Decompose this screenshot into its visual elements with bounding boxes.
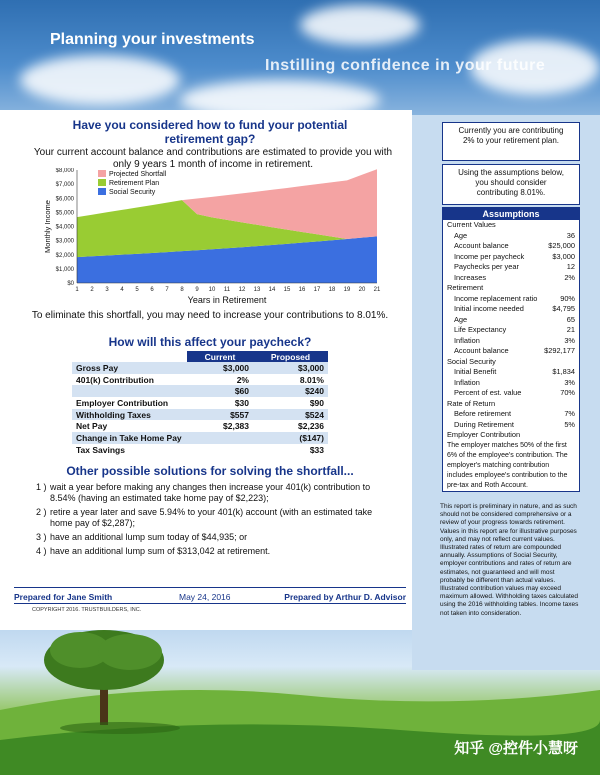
row-current: $2,383 bbox=[223, 421, 249, 432]
assumption-row bbox=[443, 388, 579, 399]
row-proposed: 8.01% bbox=[299, 374, 324, 385]
x-tick-label: 5 bbox=[135, 287, 139, 293]
assumption-row bbox=[443, 252, 579, 263]
row-proposed: $2,236 bbox=[298, 421, 324, 432]
row-label: Change in Take Home Pay bbox=[72, 432, 187, 444]
table-row bbox=[72, 420, 328, 432]
assumption-label: Paychecks per year bbox=[454, 262, 519, 271]
x-tick-label: 19 bbox=[343, 287, 351, 293]
assumption-value: 70% bbox=[560, 388, 575, 397]
assumption-label: Account balance bbox=[454, 346, 509, 355]
solutions-title: Other possible solutions for solving the shortfall... bbox=[66, 464, 354, 478]
row-current: $3,000 bbox=[187, 362, 253, 374]
row-label: Tax Savings bbox=[76, 444, 125, 455]
assumption-row bbox=[443, 294, 579, 305]
assumption-label: Income per paycheck bbox=[454, 251, 525, 261]
assumption-label: Percent of est. value bbox=[454, 388, 522, 397]
divider bbox=[14, 587, 406, 588]
section-label-retirement: Retirement bbox=[447, 283, 484, 292]
list-item-text: have an additional lump sum of $313,042 at retirement. bbox=[50, 546, 271, 556]
y-tick-label: $7,000 bbox=[55, 182, 74, 189]
assumption-label: Account balance bbox=[454, 241, 509, 250]
y-tick-label: $8,000 bbox=[55, 168, 74, 174]
row-current: $30 bbox=[234, 397, 249, 408]
assumption-value: $4,795 bbox=[552, 304, 575, 313]
list-item-number: 2 ) bbox=[36, 507, 47, 517]
assumption-label: Before retirement bbox=[454, 409, 512, 418]
row-current bbox=[187, 432, 253, 444]
table-header-empty bbox=[72, 351, 187, 362]
assumption-row bbox=[443, 346, 579, 357]
assumption-label: Age bbox=[454, 314, 468, 324]
social-security-list bbox=[443, 367, 579, 399]
legend-label: Retirement Plan bbox=[109, 180, 160, 187]
table-row bbox=[72, 409, 328, 421]
legend-swatch bbox=[98, 170, 106, 177]
assumption-row bbox=[443, 325, 579, 336]
legend-swatch bbox=[98, 179, 106, 186]
assumption-value: $292,177 bbox=[544, 346, 575, 355]
x-tick-label: 10 bbox=[208, 287, 216, 293]
assumption-value: 21 bbox=[566, 325, 575, 334]
assumption-value: $3,000 bbox=[552, 251, 575, 261]
assumption-label: During Retirement bbox=[454, 419, 514, 429]
assumption-value: 7% bbox=[564, 409, 575, 418]
report-date: May 24, 2016 bbox=[179, 592, 231, 602]
prepared-by: Prepared by Arthur D. Advisor bbox=[284, 592, 406, 602]
assumption-row bbox=[443, 409, 579, 420]
list-item-text: retire a year later and save 5.94% to your 401(k) account (with an estimated take home pay of $2,287); bbox=[50, 507, 373, 528]
assumption-row bbox=[443, 273, 579, 284]
assumption-label: Income replacement ratio bbox=[454, 293, 538, 303]
column-header-current: Current bbox=[187, 351, 253, 362]
rate-of-return-list bbox=[443, 409, 579, 430]
assumption-label: Age bbox=[454, 230, 468, 240]
paycheck-table bbox=[72, 351, 328, 456]
watermark: 知乎 @控件小慧呀 bbox=[454, 740, 578, 757]
assumption-row bbox=[443, 241, 579, 252]
box-text-line: you should consider bbox=[475, 178, 547, 187]
y-tick-label: $5,000 bbox=[55, 210, 74, 217]
x-tick-label: 13 bbox=[253, 287, 261, 293]
row-proposed: $240 bbox=[253, 385, 328, 397]
question-title-line: Have you considered how to fund your potential bbox=[72, 118, 348, 132]
x-axis-label: Years in Retirement bbox=[187, 295, 267, 305]
y-tick-label: $1,000 bbox=[55, 266, 74, 273]
assumption-label: Life Expectancy bbox=[454, 325, 507, 334]
x-tick-label: 11 bbox=[223, 287, 231, 293]
row-label: Withholding Taxes bbox=[72, 409, 187, 421]
box-text-line: contributing 8.01%. bbox=[476, 188, 546, 197]
assumption-label: Inflation bbox=[454, 335, 480, 345]
list-item-text: have an additional lump sum today of $44,935; or bbox=[50, 532, 248, 542]
current-values-list bbox=[443, 231, 579, 284]
assumption-label: Initial Benefit bbox=[454, 367, 497, 376]
page-subtitle: Instilling confidence in your future bbox=[265, 57, 546, 74]
assumption-row bbox=[443, 420, 579, 431]
section-label-social-security: Social Security bbox=[447, 356, 496, 366]
table-row bbox=[72, 385, 328, 397]
row-current bbox=[187, 444, 253, 456]
prepared-for: Prepared for Jane Smith bbox=[14, 592, 113, 602]
assumption-value: $25,000 bbox=[548, 241, 575, 250]
suggested-contribution-box bbox=[442, 164, 580, 205]
assumption-value: 3% bbox=[564, 377, 575, 387]
x-tick-label: 16 bbox=[298, 287, 306, 293]
assumption-value: 2% bbox=[564, 272, 575, 282]
solutions-list bbox=[36, 482, 396, 560]
assumption-row bbox=[443, 367, 579, 378]
x-tick-label: 12 bbox=[238, 287, 246, 293]
page-title: Planning your investments bbox=[50, 31, 255, 48]
row-current: 2% bbox=[236, 374, 249, 385]
y-tick-label: $3,000 bbox=[55, 238, 74, 245]
x-tick-label: 9 bbox=[195, 287, 199, 293]
assumption-row bbox=[443, 231, 579, 242]
row-current: $557 bbox=[187, 409, 253, 421]
legend-swatch bbox=[98, 188, 106, 195]
assumption-value: $1,834 bbox=[552, 367, 575, 376]
y-axis-label: Monthly Income bbox=[43, 200, 52, 253]
shortfall-text: To eliminate this shortfall, you may need to increase your contributions to 8.01%. bbox=[31, 310, 389, 321]
question-text-line: only 9 years 1 month of income in retirement. bbox=[112, 159, 314, 170]
retirement-list bbox=[443, 294, 579, 357]
x-tick-label: 6 bbox=[150, 287, 154, 293]
row-label: Employer Contribution bbox=[76, 397, 169, 408]
row-proposed: $3,000 bbox=[253, 362, 328, 374]
box-text-line: 2% to your retirement plan. bbox=[462, 136, 560, 145]
x-tick-label: 20 bbox=[358, 287, 366, 293]
list-item-text: wait a year before making any changes then increase your 401(k) contribution to 8.54% (having an estimated take home pay of $2,223); bbox=[50, 482, 371, 503]
x-tick-label: 4 bbox=[120, 287, 124, 293]
header-banner bbox=[0, 0, 600, 120]
cloud bbox=[20, 55, 180, 105]
list-item bbox=[36, 482, 396, 504]
question-title bbox=[60, 118, 360, 146]
row-label: 401(k) Contribution bbox=[76, 374, 154, 385]
box-text-line: Currently you are contributing bbox=[458, 126, 564, 135]
y-tick-label: $2,000 bbox=[55, 252, 74, 259]
box-text-line: Using the assumptions below, bbox=[458, 168, 564, 177]
row-current: $60 bbox=[187, 385, 253, 397]
legend-label: Social Security bbox=[109, 189, 156, 196]
assumption-row bbox=[443, 262, 579, 273]
copyright: COPYRIGHT 2016. TRUSTBUILDERS, INC. bbox=[32, 607, 142, 613]
column-header-proposed: Proposed bbox=[253, 351, 328, 362]
cloud bbox=[300, 5, 420, 45]
assumption-label: Initial income needed bbox=[454, 304, 524, 313]
x-tick-label: 3 bbox=[105, 287, 109, 293]
row-proposed: $33 bbox=[309, 444, 324, 455]
assumption-value: 90% bbox=[560, 293, 575, 303]
list-item bbox=[36, 546, 396, 557]
x-tick-label: 2 bbox=[90, 287, 94, 293]
row-proposed: ($147) bbox=[253, 432, 328, 444]
assumption-value: 5% bbox=[564, 419, 575, 429]
section-label-employer-contribution: Employer Contribution bbox=[447, 430, 521, 439]
table-header-row bbox=[72, 351, 328, 362]
current-contribution-box bbox=[442, 122, 580, 161]
question-title-line: retirement gap? bbox=[164, 132, 256, 146]
x-tick-label: 15 bbox=[283, 287, 291, 293]
list-item-number: 1 ) bbox=[36, 482, 47, 492]
table-row bbox=[72, 374, 328, 386]
row-label bbox=[72, 385, 187, 397]
table-row bbox=[72, 432, 328, 444]
x-tick-label: 21 bbox=[373, 287, 381, 293]
row-label: Gross Pay bbox=[72, 362, 187, 374]
divider bbox=[14, 603, 406, 604]
income-chart bbox=[10, 168, 390, 308]
x-tick-label: 7 bbox=[165, 287, 169, 293]
assumptions-title: Assumptions bbox=[443, 208, 579, 220]
table-row bbox=[72, 362, 328, 374]
paycheck-title: How will this affect your paycheck? bbox=[108, 335, 312, 349]
table-row bbox=[72, 397, 328, 409]
assumption-row bbox=[443, 336, 579, 347]
assumption-row bbox=[443, 304, 579, 315]
assumption-value: 36 bbox=[566, 230, 575, 240]
question-text-line: Your current account balance and contributions are estimated to provide you with bbox=[33, 147, 393, 158]
x-tick-label: 14 bbox=[268, 287, 276, 293]
section-label-rate-of-return: Rate of Return bbox=[447, 398, 496, 408]
list-item-number: 3 ) bbox=[36, 532, 47, 542]
disclaimer-text: This report is preliminary in nature, and as such should not be considered comprehensive or a review of your progress towards retirement. Values in this report are for illustrative purposes only, and may not reflect current values. Illustrated rates of return are compounded annually. Assumptions of Social Security, employer contributions and rates of return are estimates, not guaranteed and will most probably be different than actual values. Illustrated contribution values may exceed maximum allowed. Withholding taxes calculated using the 2016 withholding tables. Income taxes not taken into consideration. bbox=[440, 503, 579, 617]
row-label: Net Pay bbox=[76, 421, 108, 432]
assumption-row bbox=[443, 378, 579, 389]
row-proposed: $90 bbox=[309, 397, 324, 408]
x-tick-label: 8 bbox=[180, 287, 184, 293]
list-item bbox=[36, 507, 396, 529]
employer-contribution-text: The employer matches 50% of the first 6% of the employee's contribution. The employer's matching contribution includes employee's contribution to the pre-tax and Roth Account. bbox=[447, 441, 568, 489]
assumption-value: 12 bbox=[566, 262, 575, 271]
y-tick-label: $6,000 bbox=[55, 196, 74, 203]
list-item bbox=[36, 532, 396, 543]
x-tick-label: 17 bbox=[313, 287, 321, 293]
legend-label: Projected Shortfall bbox=[109, 171, 167, 178]
list-item-number: 4 ) bbox=[36, 546, 47, 556]
assumption-label: Inflation bbox=[454, 377, 480, 387]
assumption-label: Increases bbox=[454, 272, 487, 282]
assumption-value: 3% bbox=[564, 335, 575, 345]
x-tick-label: 1 bbox=[75, 287, 79, 293]
assumptions-panel bbox=[442, 207, 580, 492]
y-tick-label: $4,000 bbox=[55, 224, 74, 231]
assumption-value: 65 bbox=[566, 314, 575, 324]
assumption-row bbox=[443, 315, 579, 326]
section-label-current-values: Current Values bbox=[447, 220, 496, 229]
y-tick-label: $0 bbox=[67, 281, 74, 287]
x-tick-label: 18 bbox=[328, 287, 336, 293]
table-row bbox=[72, 444, 328, 456]
row-proposed: $524 bbox=[253, 409, 328, 421]
